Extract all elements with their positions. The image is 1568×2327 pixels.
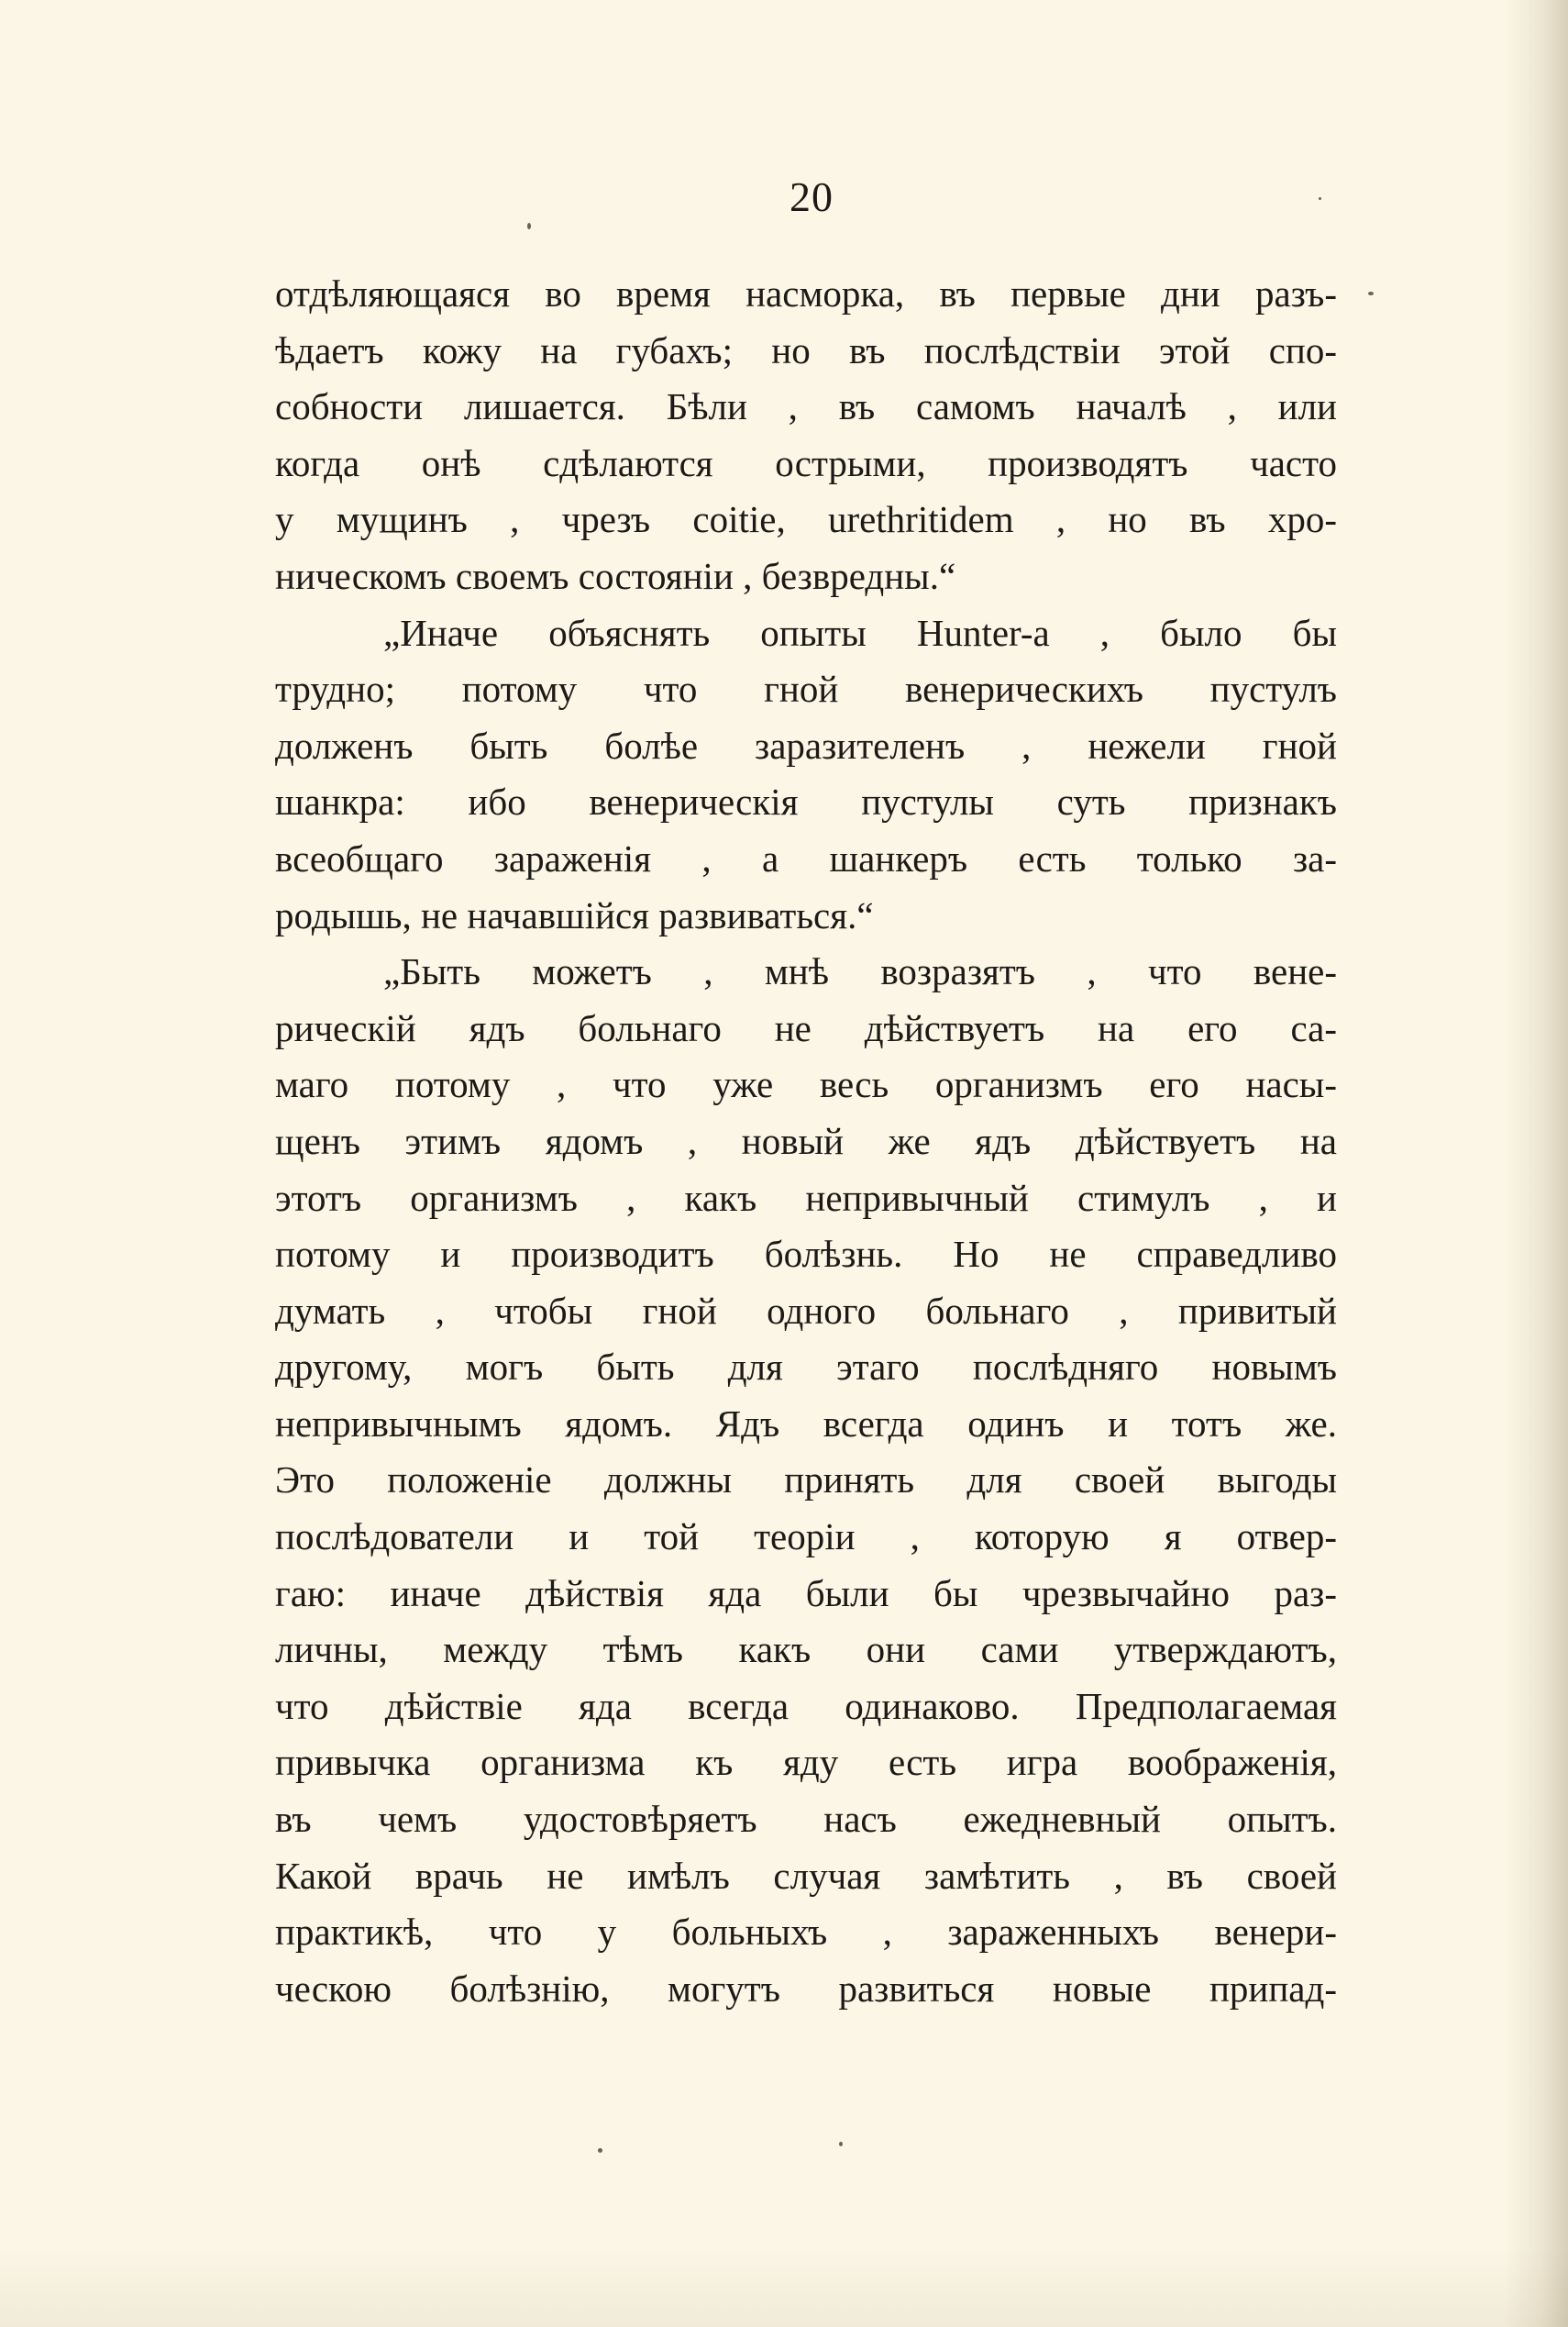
ink-speck	[1319, 197, 1321, 200]
text-line: родышь, не начавшійся развиваться.“	[275, 893, 874, 936]
text-line: „Быть можетъ , мнѣ возразятъ , что вене-	[383, 950, 1337, 993]
text-line: другому, могъ быть для этаго послѣдняго новымъ	[275, 1346, 1337, 1389]
text-line: трудно; потому что гной венерическихъ пустулъ	[275, 668, 1337, 711]
text-line: „Иначе объяснять опыты Hunter-а , было бы	[383, 611, 1337, 654]
text-line: долженъ быть болѣе заразителенъ , нежели гной	[275, 724, 1337, 767]
text-line: Какой врачь не имѣлъ случая замѣтить , въ своей	[275, 1854, 1337, 1897]
text-line: ческою болѣзнію, могутъ развиться новые припад-	[275, 1967, 1337, 2010]
text-line: когда онѣ сдѣлаются острыми, производятъ часто	[275, 441, 1337, 484]
text-line: потому и производитъ болѣзнь. Но не справедливо	[275, 1233, 1337, 1276]
text-line: рическій ядъ больнаго не дѣйствуетъ на его са-	[275, 1006, 1337, 1049]
body-text	[275, 266, 1337, 2017]
text-line: Это положеніе должны принять для своей выгоды	[275, 1458, 1337, 1501]
ink-speck	[839, 2142, 843, 2146]
text-line: личны, между тѣмъ какъ они сами утверждаютъ,	[275, 1628, 1337, 1671]
text-line: ническомъ своемъ состояніи , безвредны.“	[275, 554, 956, 597]
ink-speck	[598, 2148, 602, 2153]
text-line: непривычнымъ ядомъ. Ядъ всегда одинъ и тотъ же.	[275, 1402, 1337, 1445]
ink-speck	[1368, 292, 1374, 295]
text-line: собности лишается. Бѣли , въ самомъ началѣ , или	[275, 385, 1337, 428]
text-line: у мущинъ , чрезъ coitie, urethritidem , но въ хро-	[275, 498, 1337, 541]
text-line: щенъ этимъ ядомъ , новый же ядъ дѣйствуетъ на	[275, 1119, 1337, 1162]
text-line: маго потому , что уже весь организмъ его насы-	[275, 1063, 1337, 1106]
ink-speck	[527, 223, 531, 229]
text-line: отдѣляющаяся во время насморка, въ первые дни разъ-	[275, 272, 1337, 315]
text-line: послѣдователи и той теоріи , которую я отвер-	[275, 1515, 1337, 1558]
page-number: 20	[790, 173, 834, 220]
text-line: ѣдаетъ кожу на губахъ; но въ послѣдствіи этой спо-	[275, 328, 1337, 371]
text-line: гаю: иначе дѣйствія яда были бы чрезвычайно раз-	[275, 1571, 1337, 1614]
text-line: шанкра: ибо венерическія пустулы суть признакъ	[275, 781, 1337, 824]
text-line: въ чемъ удостовѣряетъ насъ ежедневный опытъ.	[275, 1798, 1337, 1841]
text-line: думать , чтобы гной одного больнаго , привитый	[275, 1289, 1337, 1332]
text-line: практикѣ, что у больныхъ , зараженныхъ венери-	[275, 1911, 1337, 1954]
text-line: привычка организма къ яду есть игра воображенія,	[275, 1741, 1337, 1784]
text-line: всеобщаго зараженія , а шанкеръ есть только за-	[275, 837, 1337, 880]
text-line: что дѣйствіе яда всегда одинаково. Предполагаемая	[275, 1684, 1337, 1727]
text-line: этотъ организмъ , какъ непривычный стимулъ , и	[275, 1176, 1337, 1219]
